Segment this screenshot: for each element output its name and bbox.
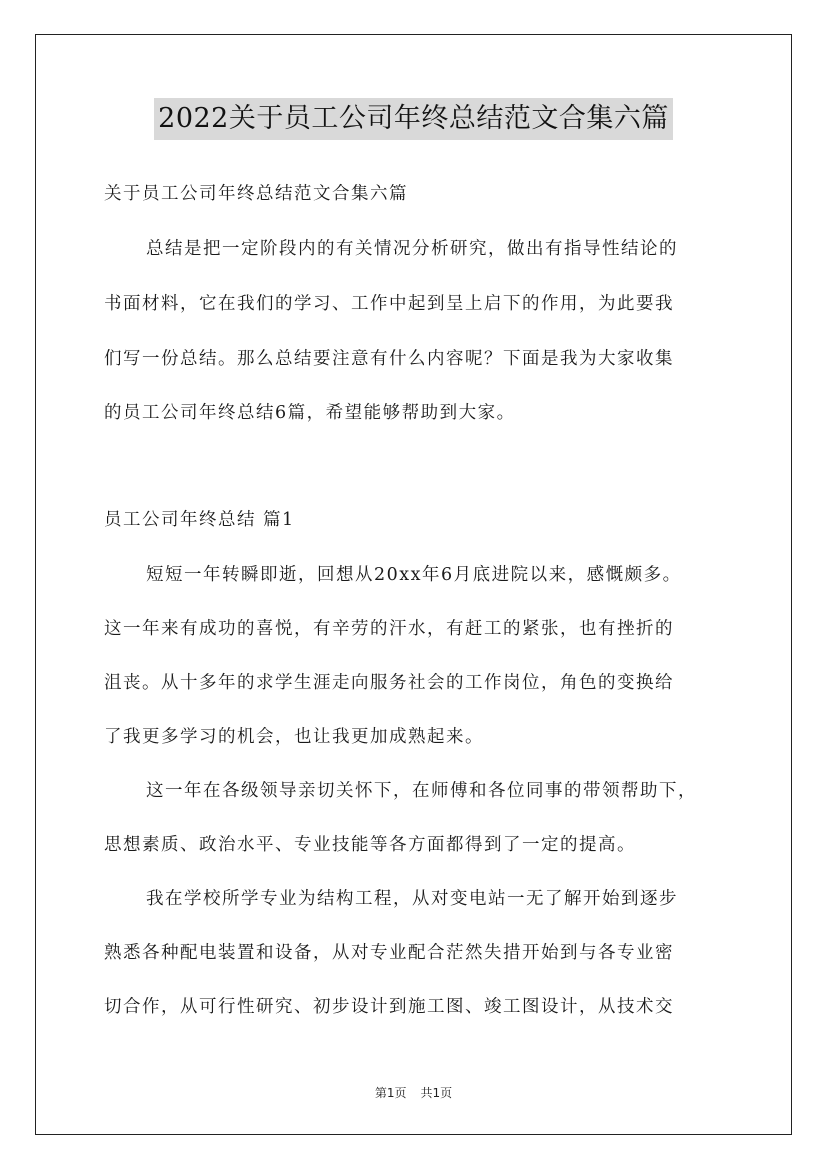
page-footer	[0, 1084, 827, 1101]
intro-line: 的员工公司年终总结6篇，希望能够帮助到大家。	[104, 403, 516, 423]
paragraph-line: 切合作，从可行性研究、初步设计到施工图、竣工图设计，从技术交	[104, 997, 674, 1017]
page-number: 第1页	[374, 1086, 407, 1100]
paragraph-line: 了我更多学习的机会，也让我更加成熟起来。	[104, 727, 484, 747]
intro-line: 书面材料，它在我们的学习、工作中起到呈上启下的作用，为此要我	[104, 294, 674, 314]
paragraph-line: 短短一年转瞬即逝，回想从20xx年6月底进院以来，感慨颇多。	[146, 565, 682, 585]
page-total: 共1页	[420, 1086, 453, 1100]
paragraph-line: 思想素质、政治水平、专业技能等各方面都得到了一定的提高。	[104, 835, 636, 855]
paragraph-line: 沮丧。从十多年的求学生涯走向服务社会的工作岗位，角色的变换给	[104, 673, 674, 693]
document-title: 2022关于员工公司年终总结范文合集六篇	[154, 98, 673, 140]
title-container	[0, 98, 827, 140]
document-subtitle: 关于员工公司年终总结范文合集六篇	[104, 184, 408, 204]
intro-line: 们写一份总结。那么总结要注意有什么内容呢？下面是我为大家收集	[104, 349, 674, 369]
paragraph-line: 熟悉各种配电装置和设备，从对专业配合茫然失措开始到与各专业密	[104, 943, 674, 963]
paragraph-line: 这一年来有成功的喜悦，有辛劳的汗水，有赶工的紧张，也有挫折的	[104, 619, 674, 639]
intro-line: 总结是把一定阶段内的有关情况分析研究，做出有指导性结论的	[146, 239, 678, 259]
paragraph-line: 我在学校所学专业为结构工程，从对变电站一无了解开始到逐步	[146, 889, 678, 909]
paragraph-line: 这一年在各级领导亲切关怀下，在师傅和各位同事的带领帮助下，	[146, 781, 697, 801]
section-heading: 员工公司年终总结 篇1	[104, 510, 295, 530]
